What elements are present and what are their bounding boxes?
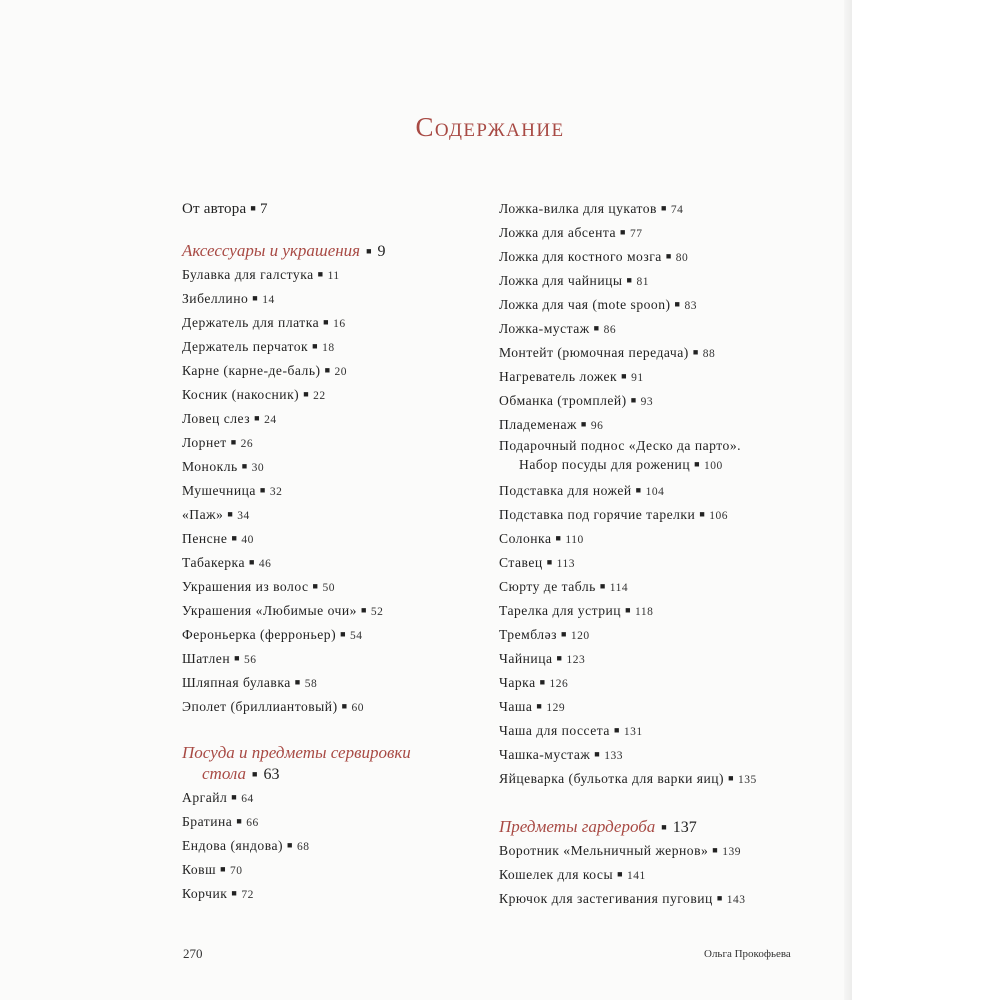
toc-page-number: 56 [244,654,257,666]
toc-page-number: 93 [640,396,654,408]
bullet-separator: ■ [593,323,600,333]
bullet-separator: ■ [594,749,601,759]
bullet-separator: ■ [635,485,642,495]
toc-entry: Чаша ■ 129 [499,699,566,714]
toc-entry: Ловец слез ■ 24 [182,411,277,426]
tableware-list-left [182,785,502,905]
page-title: Содержание [415,112,565,143]
toc-entry: Ложка для чайницы ■ 81 [499,273,649,288]
toc-page-number: 143 [726,894,746,906]
bullet-separator: ■ [227,509,234,519]
toc-page-number: 126 [549,678,569,690]
toc-entry: Держатель перчаток ■ 18 [182,339,335,354]
toc-entry: Булавка для галстука ■ 11 [182,267,340,282]
section-heading-wardrobe: Предметы гардероба ■ 137 [499,817,697,836]
toc-entry: Карне (карне-де-баль) ■ 20 [182,363,348,378]
toc-page-number: 123 [566,654,586,666]
toc-entry: Монтейт (рюмочная передача) ■ 88 [499,345,716,360]
bullet-separator: ■ [626,275,633,285]
toc-entry: Братина ■ 66 [182,814,259,829]
toc-page-number: 30 [251,462,265,474]
toc-entry: Кошелек для косы ■ 141 [499,867,646,882]
toc-entry: Ложка для абсента ■ 77 [499,225,643,240]
toc-entry: Мушечница ■ 32 [182,483,283,498]
toc-page-number: 54 [350,630,363,642]
section-heading-accessories: Аксессуары и украшения ■ 9 [182,241,386,260]
toc-entry: Нагреватель ложек ■ 91 [499,369,644,384]
bullet-separator: ■ [599,581,606,591]
accessories-list [182,262,502,718]
bullet-separator: ■ [287,840,293,850]
toc-page-number: 113 [556,558,575,570]
toc-page-number: 58 [304,678,318,690]
bullet-separator: ■ [580,419,587,429]
bullet-separator: ■ [674,299,681,309]
toc-entry: Лорнет ■ 26 [182,435,254,450]
bullet-separator: ■ [324,365,331,375]
bullet-separator: ■ [728,773,735,783]
toc-page-number: 139 [722,846,741,858]
bullet-separator: ■ [360,605,367,615]
toc-page-number: 24 [264,414,277,426]
toc-page-number: 106 [709,510,729,522]
toc-entry: Крючок для застегивания пуговиц ■ 143 [499,891,746,906]
bullet-separator: ■ [555,533,562,543]
toc-entry: Ковш ■ 70 [182,862,243,877]
bullet-separator: ■ [252,293,259,303]
bullet-separator: ■ [366,246,372,256]
bullet-separator: ■ [692,347,699,357]
toc-entry: Чайница ■ 123 [499,651,586,666]
bullet-separator: ■ [323,317,330,327]
toc-page-number: 32 [269,486,283,498]
bullet-separator: ■ [556,653,563,663]
toc-page-number: 26 [240,438,254,450]
toc-page-number: 77 [629,228,643,240]
bullet-separator: ■ [536,701,543,711]
toc-entry: Шатлен ■ 56 [182,651,257,666]
bullet-separator: ■ [241,461,248,471]
toc-page-number: 110 [565,534,584,546]
bullet-separator: ■ [303,389,310,399]
bullet-separator: ■ [546,557,553,567]
bullet-separator: ■ [620,227,626,237]
toc-page-number: 133 [604,750,623,762]
toc-entry: Трембләз ■ 120 [499,627,590,642]
bullet-separator: ■ [661,822,667,832]
toc-page-number: 131 [623,726,643,738]
toc-page-number: 11 [327,270,340,282]
toc-page-number: 114 [609,582,629,594]
toc-page-number: 16 [333,318,346,330]
bullet-separator: ■ [231,792,238,802]
toc-page-number: 66 [246,817,259,829]
toc-entry: Ложка-вилка для цукатов ■ 74 [499,201,684,216]
tableware-list-right [499,196,819,790]
toc-entry: Табакерка ■ 46 [182,555,272,570]
toc-page-number: 68 [296,841,310,853]
toc-entry: Ложка для чая (mote spoon) ■ 83 [499,297,697,312]
bullet-separator: ■ [254,413,261,423]
bullet-separator: ■ [340,629,347,639]
bullet-separator: ■ [716,893,723,903]
toc-entry: Тарелка для устриц ■ 118 [499,603,654,618]
toc-entry: Воротник «Мельничный жернов» ■ 139 [499,843,741,858]
bullet-separator: ■ [621,371,628,381]
bullet-separator: ■ [250,203,256,213]
toc-entry: Подставка под горячие тарелки ■ 106 [499,507,729,522]
page-number: 270 [183,946,203,961]
toc-entry: Ложка-мустаж ■ 86 [499,321,617,336]
page-margin-edge [852,0,1000,1000]
toc-entry: Пенсне ■ 40 [182,531,254,546]
toc-page-number: 52 [370,606,384,618]
bullet-separator: ■ [625,605,632,615]
bullet-separator: ■ [694,459,701,469]
toc-page-number: 50 [322,582,335,594]
toc-entry: Чаша для поссета ■ 131 [499,723,643,738]
toc-entry: Корчик ■ 72 [182,886,254,901]
toc-page-number: 64 [241,793,254,805]
toc-page-number: 83 [684,300,697,312]
toc-entry: Шляпная булавка ■ 58 [182,675,318,690]
toc-page-number: 18 [322,342,335,354]
bullet-separator: ■ [236,816,243,826]
bullet-separator: ■ [220,864,227,874]
toc-page-number: 118 [635,606,654,618]
toc-entry: Ставец ■ 113 [499,555,575,570]
toc-page-number: 40 [241,534,254,546]
toc-entry: Ендова (яндова) ■ 68 [182,838,310,853]
toc-entry: Аргайл ■ 64 [182,790,254,805]
page-fold-shadow [844,0,852,1000]
toc-entry: Украшения «Любимые очи» ■ 52 [182,603,384,618]
toc-page-number: 129 [546,702,566,714]
bullet-separator: ■ [665,251,672,261]
toc-page-number: 135 [738,774,757,786]
toc-entry: Монокль ■ 30 [182,459,265,474]
bullet-separator: ■ [234,653,241,663]
bullet-separator: ■ [231,888,238,898]
toc-left-column [182,196,502,905]
toc-entry: Фероньерка (ферроньер) ■ 54 [182,627,363,642]
bullet-separator: ■ [294,677,301,687]
running-footer-author: Ольга Прокофьева [704,948,791,960]
bullet-separator: ■ [231,533,238,543]
toc-entry: Косник (накосник) ■ 22 [182,387,326,402]
toc-entry: Зибеллино ■ 14 [182,291,275,306]
bullet-separator: ■ [539,677,546,687]
wardrobe-list [499,838,819,910]
toc-entry: Яйцеварка (бульотка для варки яиц) ■ 135 [499,771,757,786]
toc-entry: Солонка ■ 110 [499,531,584,546]
bullet-separator: ■ [660,203,667,213]
toc-entry-author-intro: От автора ■ 7 [182,201,268,217]
toc-right-column [499,196,819,910]
toc-page-number: 86 [603,324,617,336]
toc-entry: Чашка-мустаж ■ 133 [499,747,623,762]
toc-page-number: 141 [627,870,646,882]
toc-page-number: 46 [258,558,272,570]
toc-entry: Украшения из волос ■ 50 [182,579,335,594]
bullet-separator: ■ [252,769,258,779]
toc-entry: Держатель для платка ■ 16 [182,315,346,330]
bullet-separator: ■ [630,395,637,405]
toc-page-number: 20 [334,366,348,378]
section-heading-tableware: Посуда и предметы сервировки стола ■ 63 [182,743,411,783]
toc-entry: Подставка для ножей ■ 104 [499,483,665,498]
toc-page-number: 81 [636,276,649,288]
bullet-separator: ■ [560,629,567,639]
toc-page-number: 60 [351,702,365,714]
bullet-separator: ■ [312,341,319,351]
toc-page-number: 70 [230,865,243,877]
bullet-separator: ■ [613,725,620,735]
toc-entry: Чарка ■ 126 [499,675,569,690]
toc-entry: Сюрту де табль ■ 114 [499,579,629,594]
toc-entry: Эполет (бриллиантовый) ■ 60 [182,699,365,714]
bullet-separator: ■ [317,269,324,279]
bullet-separator: ■ [617,869,624,879]
toc-entry: Обманка (тромплей) ■ 93 [499,393,654,408]
toc-entry: Ложка для костного мозга ■ 80 [499,249,689,264]
toc-page-number: 74 [670,204,684,216]
toc-page-number: 72 [241,889,254,901]
bullet-separator: ■ [712,845,719,855]
toc-page-number: 88 [702,348,716,360]
toc-page-number: 14 [262,294,275,306]
toc-entry: «Паж» ■ 34 [182,507,250,522]
toc-page-number: 80 [675,252,689,264]
toc-page-number: 120 [570,630,590,642]
bullet-separator: ■ [341,701,348,711]
toc-entry: Пладеменаж ■ 96 [499,417,604,432]
toc-page-number: 22 [313,390,326,402]
toc-page-number: 100 [704,460,723,472]
bullet-separator: ■ [230,437,237,447]
toc-page-number: 91 [631,372,644,384]
bullet-separator: ■ [259,485,266,495]
bullet-separator: ■ [699,509,706,519]
bullet-separator: ■ [248,557,255,567]
toc-entry: Подарочный поднос «Деско да парто». Набор посуды для рожениц ■ 100 [499,438,742,472]
bullet-separator: ■ [312,581,319,591]
toc-page-number: 34 [237,510,250,522]
toc-page-number: 104 [645,486,665,498]
toc-page-number: 96 [590,420,604,432]
